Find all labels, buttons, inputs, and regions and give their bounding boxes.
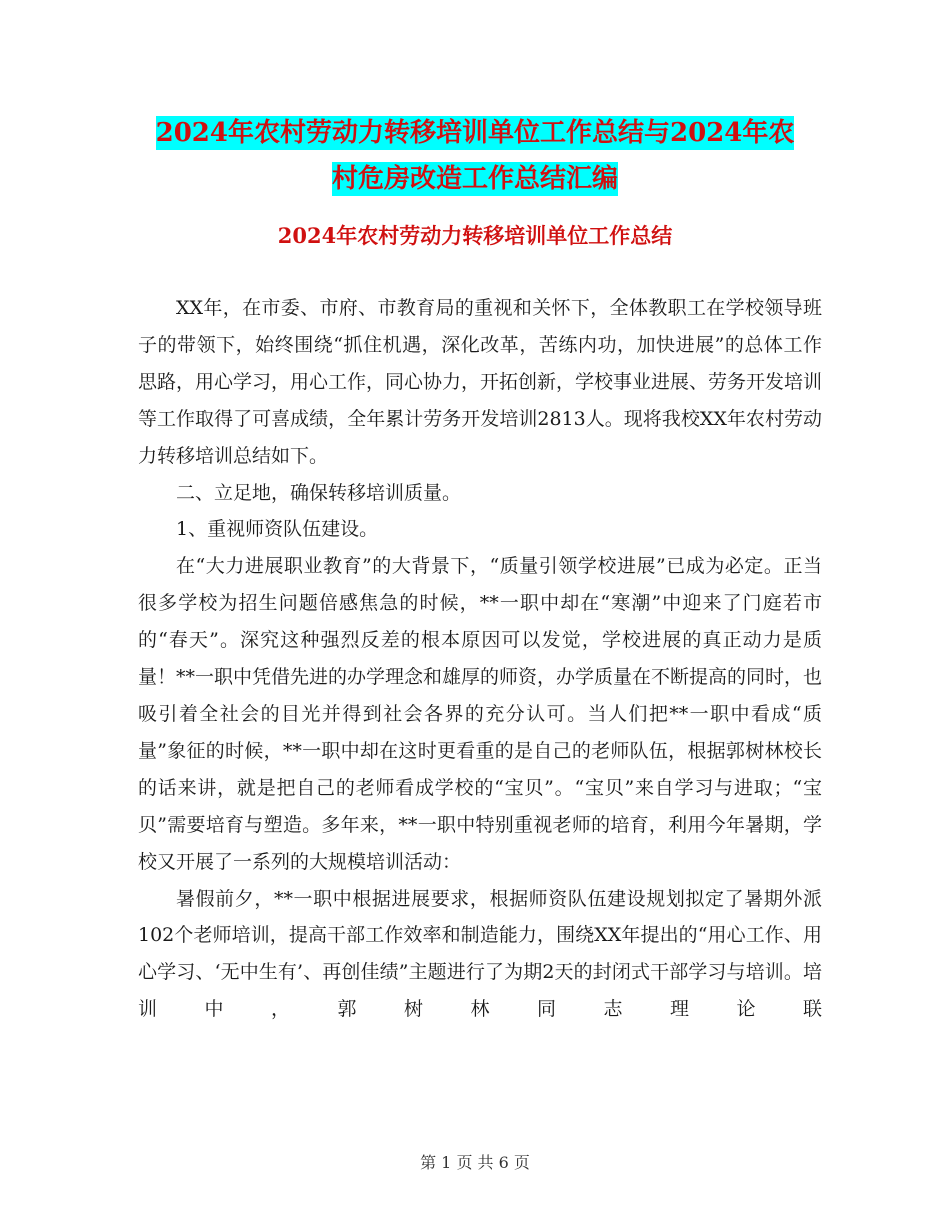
page-footer: 第 1 页 共 6 页 bbox=[420, 1153, 530, 1172]
paragraph-2: 二、立足地，确保转移培训质量。 bbox=[176, 481, 462, 504]
document-body bbox=[138, 290, 822, 1028]
title-line-1: 2024年农村劳动力转移培训单位工作总结与2024年农 bbox=[155, 118, 795, 148]
paragraph-4: 在“大力进展职业教育”的大背景下，“质量引领学校进展”已成为必定。正当很多学校为招生问题倍感焦急的时候，**一职中却在“寒潮”中迎来了门庭若市的“春天”。深究这种强烈反差的根本原因可以发觉，学校进展的真正动力是质量！**一职中凭借先进的办学理念和雄厚的师资，办学质量在不断提高的同时，也吸引着全社会的目光并得到社会各界的充分认可。当人们把**一职中看成“质量”象征的时候，**一职中却在这时更看重的是自己的老师队伍，根据郭树林校长的话来讲，就是把自己的老师看成学校的“宝贝”。“宝贝”来自学习与进取；“宝贝”需要培育与塑造。多年来，**一职中特别重视老师的培育，利用今年暑期，学校又开展了一系列的大规模培训活动： bbox=[138, 555, 823, 873]
paragraph-3: 1、重视师资队伍建设。 bbox=[176, 518, 379, 541]
paragraph-1: XX年，在市委、市府、市教育局的重视和关怀下，全体教职工在学校领导班子的带领下，始终围绕“抓住机遇，深化改革，苦练内功，加快进展”的总体工作思路，用心学习，用心工作，同心协力，开拓创新，学校事业进展、劳务开发培训等工作取得了可喜成绩，全年累计劳务开发培训2813人。现将我校XX年农村劳动力转移培训总结如下。 bbox=[138, 297, 823, 467]
title-line-2: 村危房改造工作总结汇编 bbox=[331, 164, 618, 194]
paragraph-5: 暑假前夕，**一职中根据进展要求，根据师资队伍建设规划拟定了暑期外派102个老师培训，提高干部工作效率和制造能力，围绕XX年提出的“用心工作、用心学习、‘无中生有’、再创佳绩”主题进行了为期2天的封闭式干部学习与培训。培训中，郭树林同志理论联 bbox=[138, 887, 822, 1021]
section-title: 2024年农村劳动力转移培训单位工作总结 bbox=[277, 223, 673, 248]
document-title bbox=[120, 110, 830, 202]
